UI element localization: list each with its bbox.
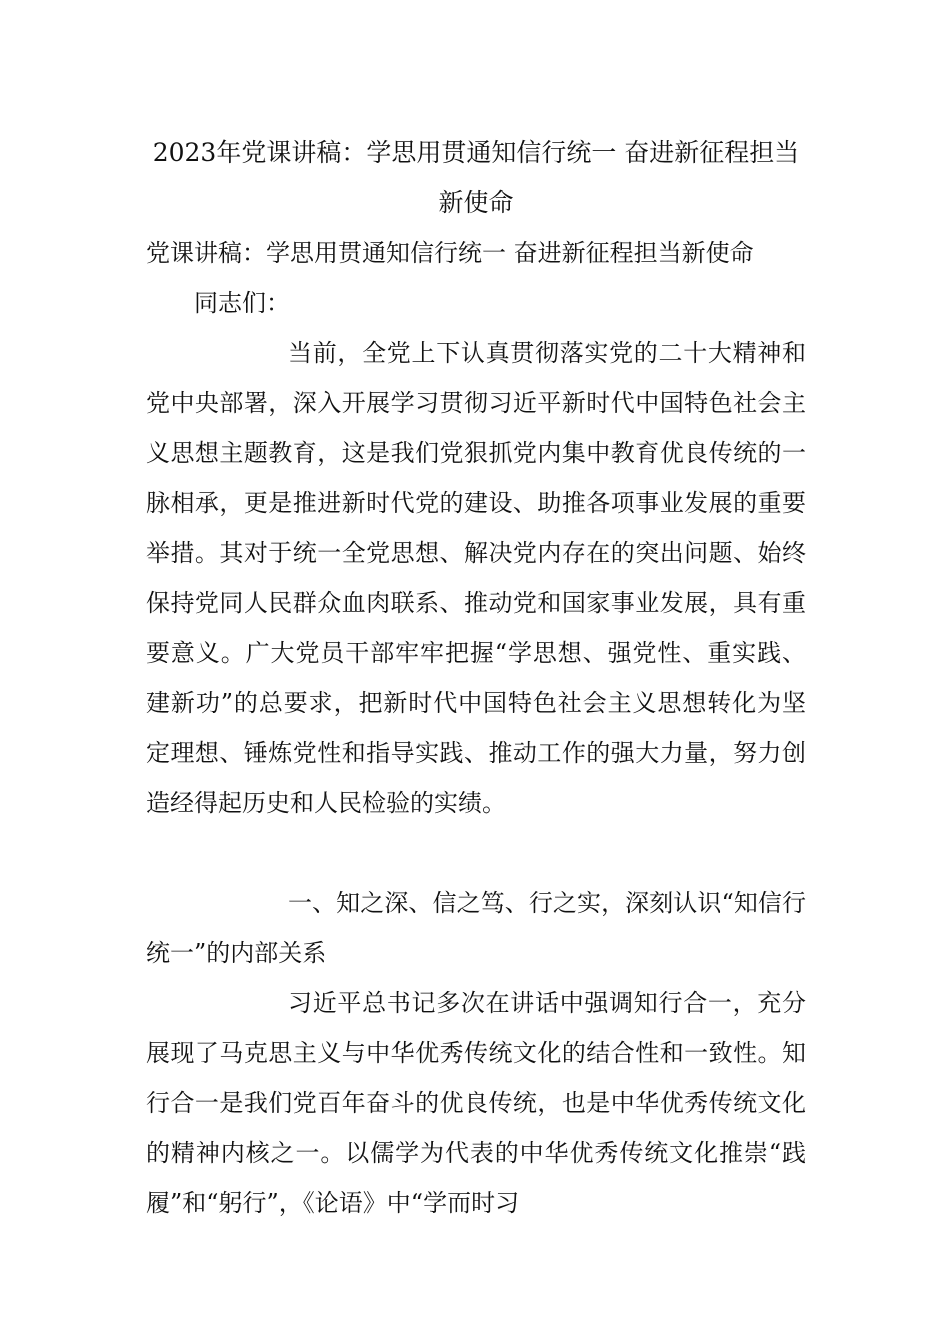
document-title: 2023年党课讲稿：学思用贯通知信行统一 奋进新征程担当新使命 [152, 138, 800, 217]
document-subtitle: 党课讲稿：学思用贯通知信行统一 奋进新征程担当新使命 [146, 239, 754, 267]
section-heading-1: 一、知之深、信之笃、行之实，深刻认识“知信行统一”的内部关系 [146, 889, 806, 967]
paragraph-intro: 当前，全党上下认真贯彻落实党的二十大精神和党中央部署，深入开展学习贯彻习近平新时代中国特色社会主义思想主题教育，这是我们党狠抓党内集中教育优良传统的一脉相承，更是推进新时代党的建设、助推各项事业发展的重要举措。其对于统一全党思想、解决党内存在的突出问题、始终保持党同人民群众血肉联系、推动党和国家事业发展，具有重要意义。广大党员干部牢牢把握“学思想、强党性、重实践、建新功”的总要求，把新时代中国特色社会主义思想转化为坚定理想、锤炼党性和指导实践、推动工作的强大力量，努力创造经得起历史和人民检验的实绩。 [146, 339, 806, 817]
greeting: 同志们： [194, 289, 290, 317]
paragraph-section-1: 习近平总书记多次在讲话中强调知行合一，充分展现了马克思主义与中华优秀传统文化的结合性和一致性。知行合一是我们党百年奋斗的优良传统，也是中华优秀传统文化的精神内核之一。以儒学为代表的中华优秀传统文化推崇“践履”和“躬行”，《论语》中“学而时习 [146, 989, 806, 1217]
